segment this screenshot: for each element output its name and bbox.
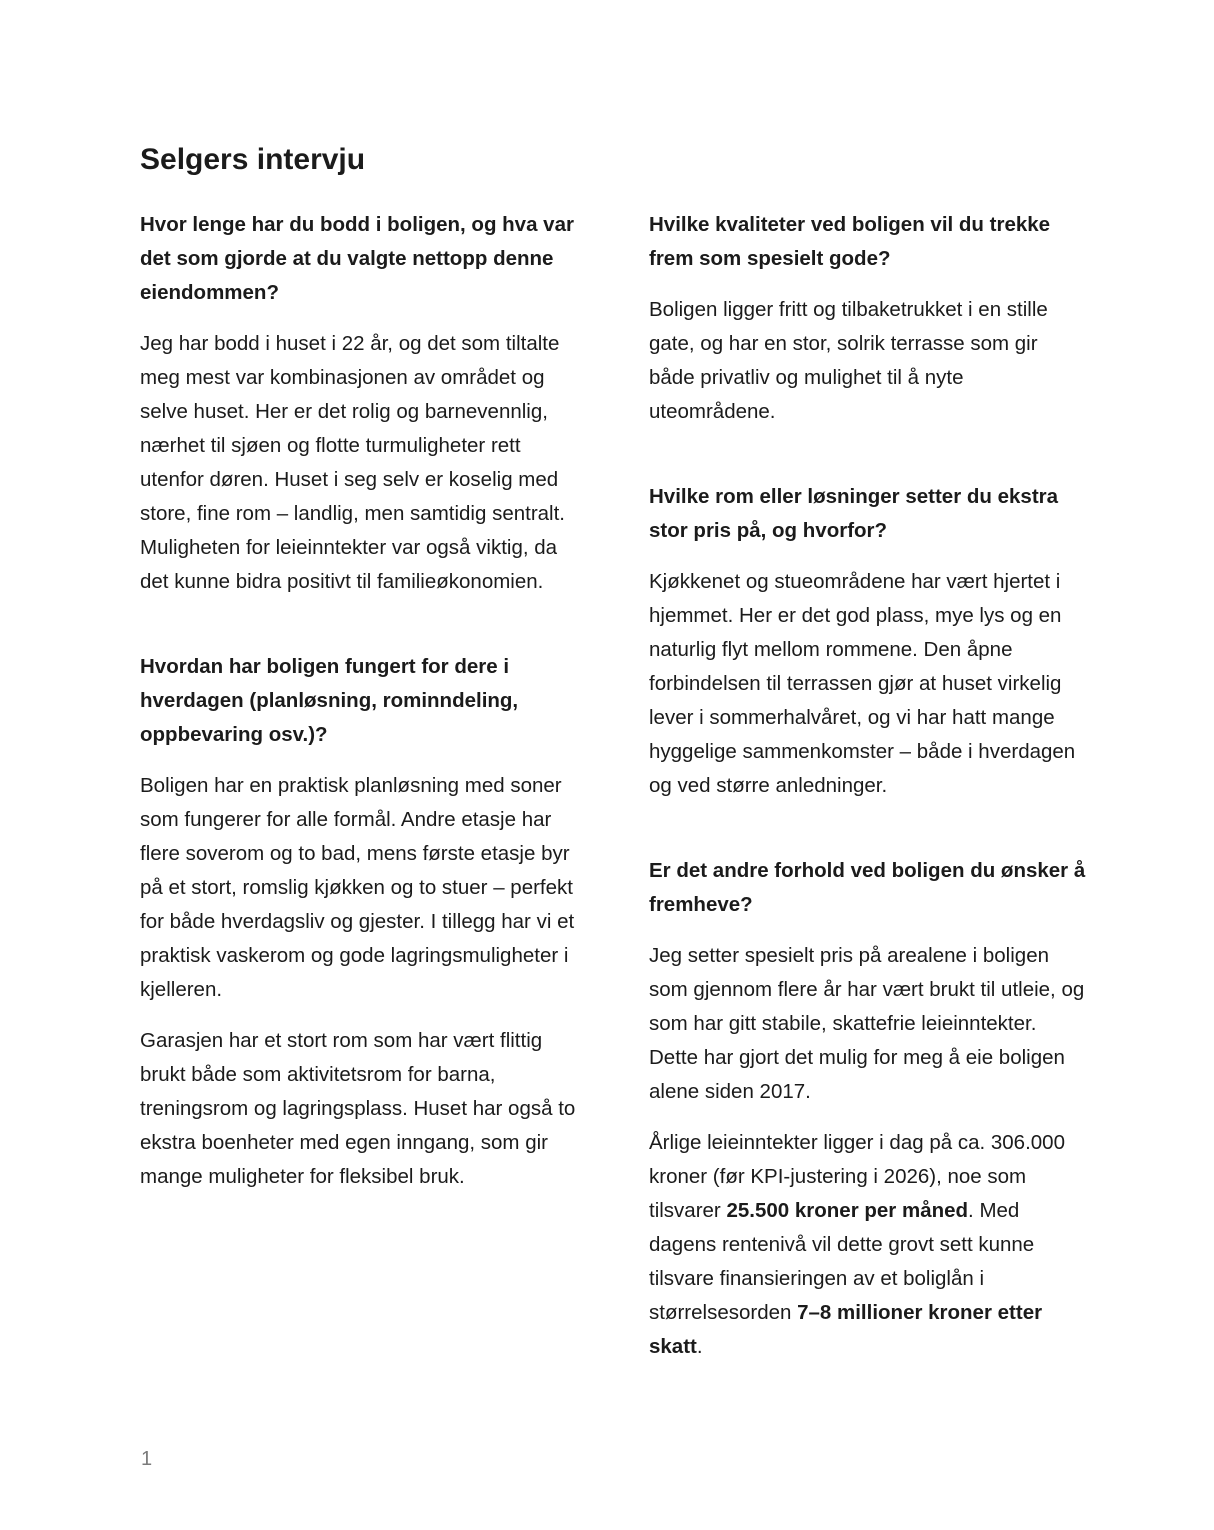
answer-rental-income-text-2: . Med dagens rentenivå vil dette grovt sett kunne tilsvare finansieringen av et boliglån i størrelsesorden xyxy=(649,1199,1035,1324)
answer-daily-function-2: Garasjen har et stort rom som har vært flittig brukt både som aktivitetsrom for barna, treningsrom og lagringsplass. Huset har også to ekstra boenheter med egen inngang, som gir mange muligheter for fleksibel bruk. xyxy=(140,1029,576,1188)
page-title: Selgers intervju xyxy=(140,143,366,176)
qa-section-qualities xyxy=(649,208,1087,429)
left-column xyxy=(140,208,578,1381)
answer-favorite-rooms: Kjøkkenet og stueområdene har vært hjertet i hjemmet. Her er det god plass, mye lys og en naturlig flyt mellom rommene. Den åpne forbindelsen til terrassen gjør at huset virkelig lever i sommerhalvåret, og vi har hatt mange hyggelige sammenkomster – både i hverdagen og ved større anledninger. xyxy=(649,570,1076,797)
qa-section-other-aspects xyxy=(649,854,1087,1364)
page-number: 1 xyxy=(141,1448,153,1470)
answer-rental-income-period: . xyxy=(696,1335,703,1358)
bold-monthly-rent: 25.500 kroner per måned xyxy=(726,1199,969,1222)
answer-other-aspects-1: Jeg setter spesielt pris på arealene i boligen som gjennom flere år har vært brukt til utleie, og som har gitt stabile, skattefrie leieinntekter. Dette har gjort det mulig for meg å eie boligen alene siden 2017. xyxy=(649,944,1085,1103)
answer-qualities: Boligen ligger fritt og tilbaketrukket i en stille gate, og har en stor, solrik terrasse som gir både privatliv og mulighet til å nyte uteområdene. xyxy=(649,298,1048,423)
question-daily-function: Hvordan har boligen fungert for dere i hverdagen (planløsning, rominndeling, oppbevaring osv.)? xyxy=(140,655,519,746)
question-qualities: Hvilke kvaliteter ved boligen vil du trekke frem som spesielt gode? xyxy=(649,213,1051,270)
answer-rental-income-text: Årlige leieinntekter ligger i dag på ca. 306.000 kroner (før KPI-justering i 2026), noe som tilsvarer xyxy=(649,1131,1065,1222)
qa-section-duration xyxy=(140,208,578,599)
answer-other-aspects-2 xyxy=(649,1126,1087,1364)
question-how-long-lived: Hvor lenge har du bodd i boligen, og hva var det som gjorde at du valgte nettopp denne eiendommen? xyxy=(140,213,574,304)
question-favorite-rooms: Hvilke rom eller løsninger setter du ekstra stor pris på, og hvorfor? xyxy=(649,485,1059,542)
qa-section-favorite-rooms xyxy=(649,480,1087,803)
two-column-layout xyxy=(140,208,1088,1381)
bold-loan-size: 7–8 millioner kroner etter skatt xyxy=(649,1301,1043,1358)
question-other-aspects: Er det andre forhold ved boligen du ønsker å fremheve? xyxy=(649,859,1086,916)
answer-how-long-lived: Jeg har bodd i huset i 22 år, og det som tiltalte meg mest var kombinasjonen av området og selve huset. Her er det rolig og barnevennlig, nærhet til sjøen og flotte turmuligheter rett utenfor døren. Huset i seg selv er koselig med store, fine rom – landlig, men samtidig sentralt. Muligheten for leieinntekter var også viktig, da det kunne bidra positivt til familieøkonomien. xyxy=(140,332,565,593)
qa-section-daily-function xyxy=(140,650,578,1194)
answer-daily-function-1: Boligen har en praktisk planløsning med soner som fungerer for alle formål. Andre etasje har flere soverom og to bad, mens første etasje byr på et stort, romslig kjøkken og to stuer – perfekt for både hverdagsliv og gjester. I tillegg har vi et praktisk vaskerom og gode lagringsmuligheter i kjelleren. xyxy=(140,774,575,1001)
right-column xyxy=(649,208,1087,1381)
